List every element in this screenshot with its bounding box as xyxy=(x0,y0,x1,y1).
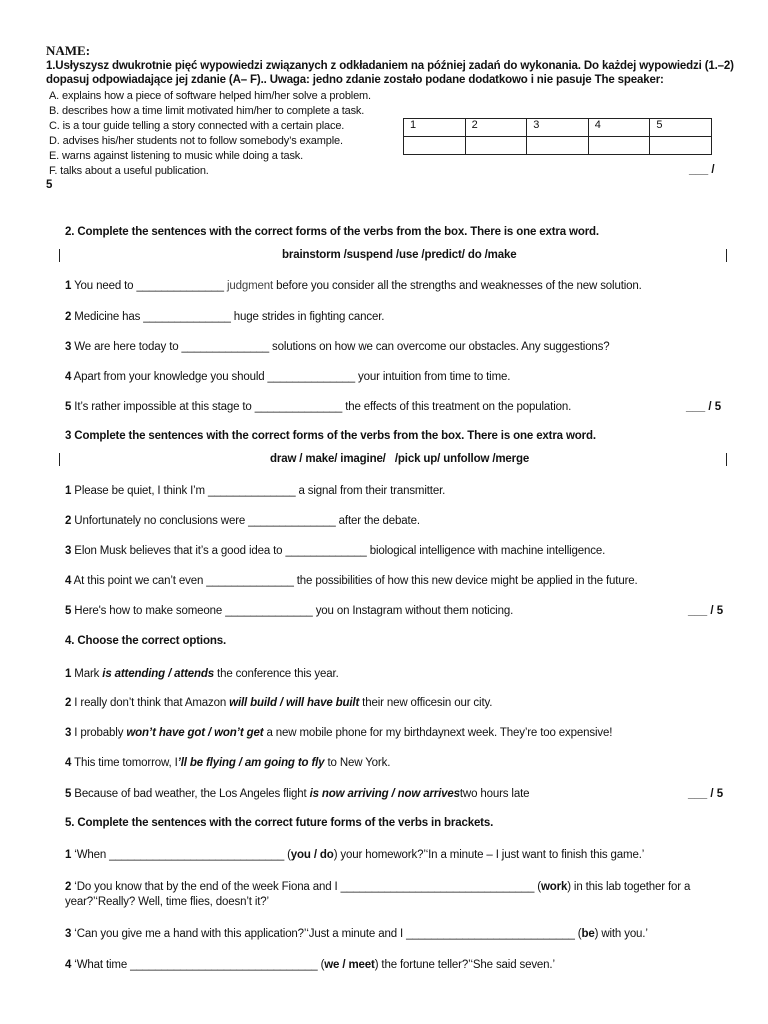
verb-hint: be xyxy=(581,928,595,940)
table-answer-row xyxy=(404,137,712,155)
table-header-row xyxy=(404,119,712,137)
task4-instruction: 4. Choose the correct options. xyxy=(65,635,226,647)
task4-sentence-3: 3 I probably won’t have got / won’t get a new mobile phone for my birthdaynext week. They’re too expensive! xyxy=(65,727,613,739)
answer-cell-5[interactable] xyxy=(650,137,712,155)
sentence-number: 4 xyxy=(65,959,72,971)
answer-cell-1[interactable] xyxy=(404,137,466,155)
task4-sentence-2: 2 I really don’t think that Amazon will build / will have built their new officesin our city. xyxy=(65,697,493,709)
sentence-number: 1 xyxy=(65,280,72,292)
task3-sentence-5: 5 Here's how to make someone ______________ you on Instagram without them noticing. xyxy=(65,605,514,617)
box-left-border xyxy=(59,249,60,262)
sentence-number: 1 xyxy=(65,668,72,680)
sentence-number: 3 xyxy=(65,928,72,940)
table-header-cell: 3 xyxy=(527,119,589,137)
task1-option-f: F. talks about a useful publication. xyxy=(49,165,209,177)
task1-instruction-line1: 1.Usłyszysz dwukrotnie pięć wypowiedzi związanych z odkładaniem na później zadań do wykonania. Do każdej wypowiedzi (1.–2) xyxy=(46,60,734,72)
option-choice[interactable]: will build / will have built xyxy=(229,697,360,709)
option-choice[interactable]: is now arriving / now arrives xyxy=(309,788,460,800)
task5-sentence-2-continuation: year?’‘Really? Well, time flies, doesn’t it?’ xyxy=(65,896,269,908)
sentence-number: 4 xyxy=(65,757,72,769)
task5-sentence-2: 2 ‘Do you know that by the end of the week Fiona and I _______________________________ (work) in this lab together for a xyxy=(65,881,691,893)
option-choice[interactable]: ’ll be flying / am going to fly xyxy=(177,757,325,769)
sentence-number: 5 xyxy=(65,401,72,413)
sentence-number: 4 xyxy=(65,371,72,383)
verb-hint: we / meet xyxy=(324,959,375,971)
verb-hint: you / do xyxy=(290,849,334,861)
sentence-number: 1 xyxy=(65,849,72,861)
name-label: NAME: xyxy=(46,43,91,58)
task3-sentence-4: 4 At this point we can’t even ______________ the possibilities of how this new device might be applied in the future. xyxy=(65,575,638,587)
sentence-number: 2 xyxy=(65,515,72,527)
task2-sentence-2: 2 Medicine has ______________ huge strides in fighting cancer. xyxy=(65,311,385,323)
sentence-number: 3 xyxy=(65,341,72,353)
task1-option-a: A. explains how a piece of software helped him/her solve a problem. xyxy=(49,90,371,102)
task2-sentence-1: 1 You need to ______________ judgment before you consider all the strengths and weaknesses of the new solution. xyxy=(65,280,642,292)
task4-sentence-4: 4 This time tomorrow, I’ll be flying / am going to fly to New York. xyxy=(65,757,391,769)
task1-answer-table xyxy=(403,118,712,155)
sentence-number: 2 xyxy=(65,881,72,893)
task4-sentence-1: 1 Mark is attending / attends the conference this year. xyxy=(65,668,339,680)
hint-word: judgment xyxy=(226,280,274,292)
sentence-number: 2 xyxy=(65,311,72,323)
table-header-cell: 4 xyxy=(588,119,650,137)
task5-sentence-3: 3 ‘Can you give me a hand with this application?’‘Just a minute and I ___________________________ (be) with you.’ xyxy=(65,928,648,940)
box-right-border xyxy=(726,453,727,466)
table-header-cell: 1 xyxy=(404,119,466,137)
box-right-border xyxy=(726,249,727,262)
sentence-number: 3 xyxy=(65,545,72,557)
task5-sentence-4: 4 ‘What time ______________________________ (we / meet) the fortune teller?’‘She said seven.’ xyxy=(65,959,555,971)
task2-score[interactable]: ___ / 5 xyxy=(686,401,722,413)
task2-sentence-5: 5 It’s rather impossible at this stage to ______________ the effects of this treatment on the population. xyxy=(65,401,572,413)
task1-score-total: 5 xyxy=(46,179,53,191)
task2-sentence-3: 3 We are here today to ______________ solutions on how we can overcome our obstacles. Any suggestions? xyxy=(65,341,610,353)
task1-instruction-line2: dopasuj odpowiadające jej zdanie (A– F).. Uwaga: jedno zdanie zostało podane dodatkowo i nie pasuje The speaker: xyxy=(46,74,664,86)
task3-score[interactable]: ___ / 5 xyxy=(688,605,724,617)
task4-sentence-5: 5 Because of bad weather, the Los Angeles flight is now arriving / now arrivestwo hours late xyxy=(65,788,530,800)
sentence-number: 5 xyxy=(65,605,72,617)
task3-sentence-3: 3 Elon Musk believes that it’s a good idea to _____________ biological intelligence with machine intelligence. xyxy=(65,545,606,557)
sentence-number: 2 xyxy=(65,697,72,709)
task2-word-box: brainstorm /suspend /use /predict/ do /make xyxy=(282,249,517,261)
table-header-cell: 2 xyxy=(465,119,527,137)
box-left-border xyxy=(59,453,60,466)
sentence-number: 1 xyxy=(65,485,72,497)
option-choice[interactable]: is attending / attends xyxy=(102,668,215,680)
task4-score[interactable]: ___ / 5 xyxy=(688,788,724,800)
task1-option-e: E. warns against listening to music while doing a task. xyxy=(49,150,304,162)
sentence-number: 5 xyxy=(65,788,72,800)
task5-sentence-1: 1 ‘When ____________________________ (you / do) your homework?’‘In a minute – I just want to finish this game.’ xyxy=(65,849,645,861)
task1-score-blank[interactable]: ___ / xyxy=(689,164,715,176)
task3-instruction: 3 Complete the sentences with the correct forms of the verbs from the box. There is one extra word. xyxy=(65,430,596,442)
task1-option-c: C. is a tour guide telling a story connected with a certain place. xyxy=(49,120,345,132)
sentence-number: 4 xyxy=(65,575,72,587)
verb-hint: work xyxy=(540,881,568,893)
task3-word-box: draw / make/ imagine/ /pick up/ unfollow /merge xyxy=(270,453,530,465)
task3-sentence-2: 2 Unfortunately no conclusions were ______________ after the debate. xyxy=(65,515,420,527)
option-choice[interactable]: won’t have got / won’t get xyxy=(126,727,264,739)
task3-sentence-1: 1 Please be quiet, I think I’m ______________ a signal from their transmitter. xyxy=(65,485,446,497)
task2-sentence-4: 4 Apart from your knowledge you should ______________ your intuition from time to time. xyxy=(65,371,511,383)
task2-instruction: 2. Complete the sentences with the correct forms of the verbs from the box. There is one extra word. xyxy=(65,226,599,238)
answer-cell-3[interactable] xyxy=(527,137,589,155)
sentence-number: 3 xyxy=(65,727,72,739)
table-header-cell: 5 xyxy=(650,119,712,137)
answer-cell-4[interactable] xyxy=(588,137,650,155)
answer-cell-2[interactable] xyxy=(465,137,527,155)
task1-option-d: D. advises his/her students not to follow somebody’s example. xyxy=(49,135,343,147)
task5-instruction: 5. Complete the sentences with the correct future forms of the verbs in brackets. xyxy=(65,817,494,829)
task1-option-b: B. describes how a time limit motivated him/her to complete a task. xyxy=(49,105,365,117)
